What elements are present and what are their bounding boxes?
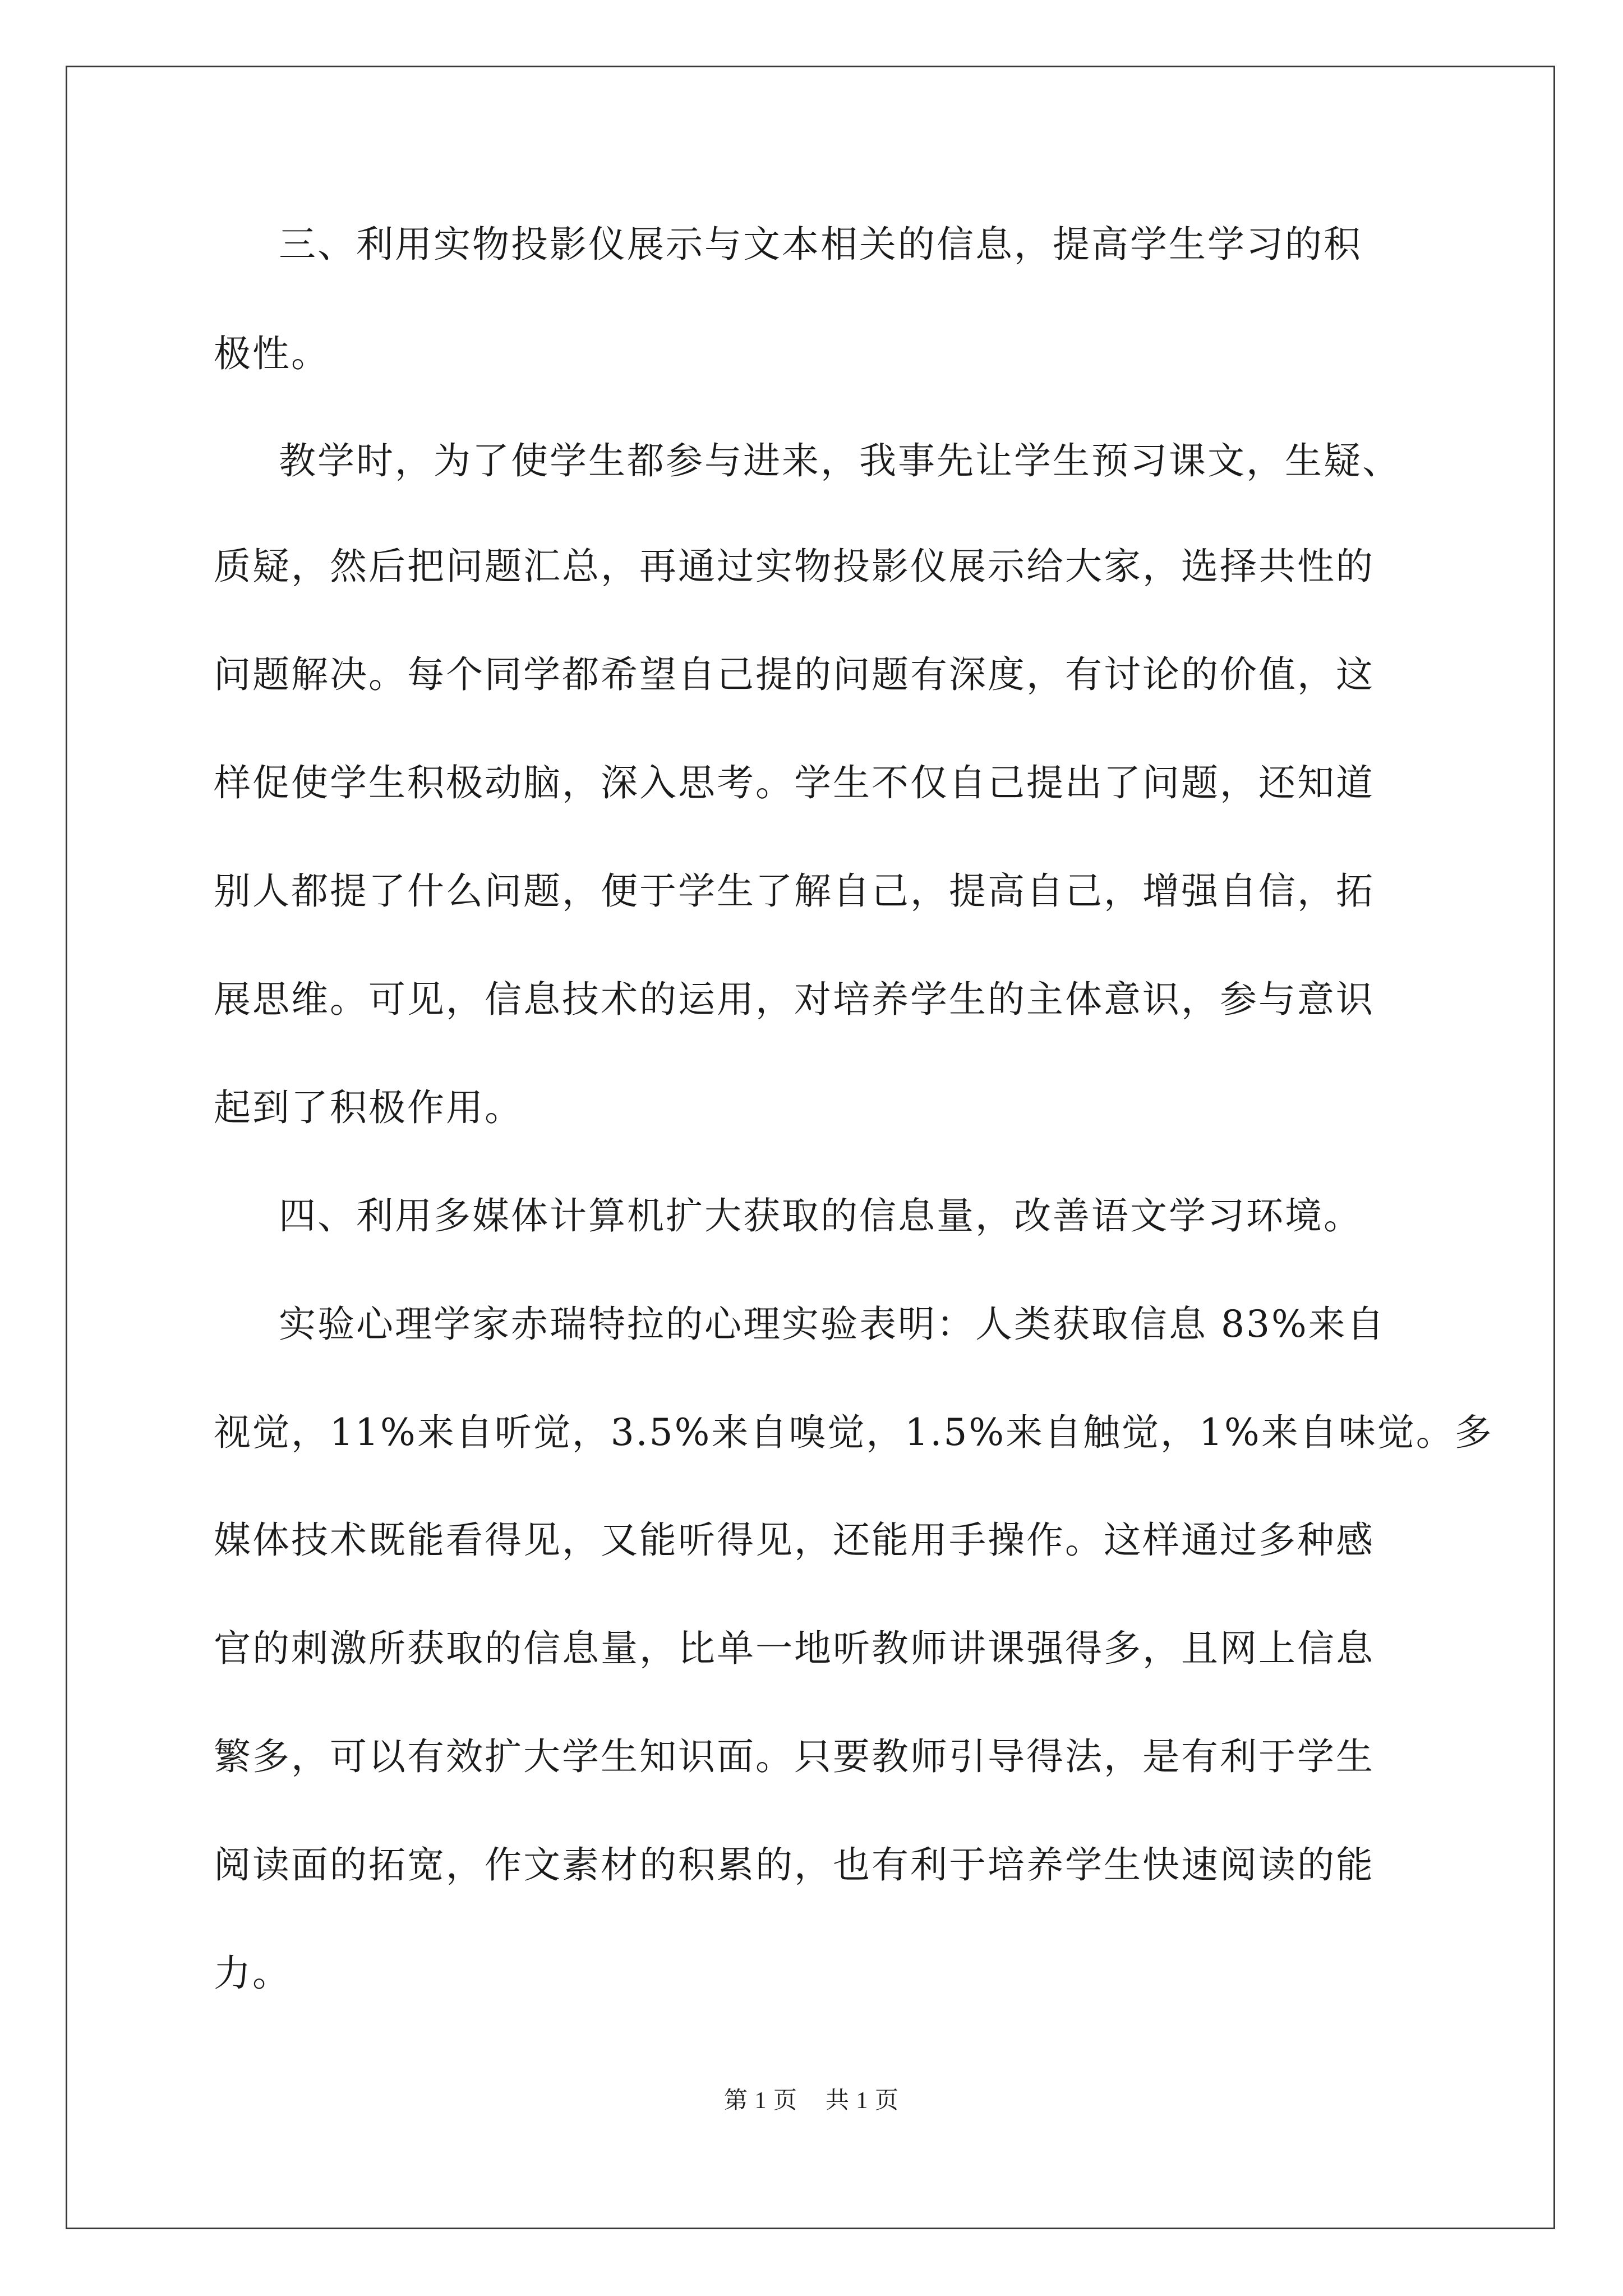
paragraph-line: 力。	[214, 1952, 291, 1995]
paragraph-line: 官的刺激所获取的信息量，比单一地听教师讲课强得多，且网上信息	[214, 1627, 1375, 1670]
page-number: 第 1 页	[723, 2088, 797, 2114]
paragraph-line: 极性。	[214, 332, 330, 375]
paragraph-line: 视觉，11%来自听觉，3.5%来自嗅觉，1.5%来自触觉，1%来自味觉。多	[214, 1411, 1493, 1454]
paragraph-line: 教学时，为了使学生都参与进来，我事先让学生预习课文，生疑、	[279, 439, 1401, 482]
page-footer	[0, 2086, 1623, 2115]
paragraph-line: 四、利用多媒体计算机扩大获取的信息量，改善语文学习环境。	[279, 1194, 1362, 1237]
paragraph-line: 实验心理学家赤瑞特拉的心理实验表明：人类获取信息 83%来自	[279, 1303, 1386, 1346]
paragraph-line: 样促使学生积极动脑，深入思考。学生不仅自己提出了问题，还知道	[214, 761, 1375, 804]
paragraph-line: 别人都提了什么问题，便于学生了解自己，提高自己，增强自信，拓	[214, 869, 1375, 913]
paragraph-line: 阅读面的拓宽，作文素材的积累的，也有利于培养学生快速阅读的能	[214, 1843, 1375, 1887]
paragraph-line: 质疑，然后把问题汇总，再通过实物投影仪展示给大家，选择共性的	[214, 545, 1375, 588]
page-count: 共 1 页	[826, 2088, 900, 2114]
paragraph-line: 媒体技术既能看得见，又能听得见，还能用手操作。这样通过多种感	[214, 1519, 1375, 1562]
paragraph-line: 问题解决。每个同学都希望自己提的问题有深度，有讨论的价值，这	[214, 653, 1375, 696]
paragraph-line: 繁多，可以有效扩大学生知识面。只要教师引导得法，是有利于学生	[214, 1735, 1375, 1778]
paragraph-line: 三、利用实物投影仪展示与文本相关的信息，提高学生学习的积	[279, 223, 1362, 266]
paragraph-line: 起到了积极作用。	[214, 1086, 523, 1129]
paragraph-line: 展思维。可见，信息技术的运用，对培养学生的主体意识，参与意识	[214, 978, 1375, 1021]
page-border	[66, 66, 1555, 2229]
